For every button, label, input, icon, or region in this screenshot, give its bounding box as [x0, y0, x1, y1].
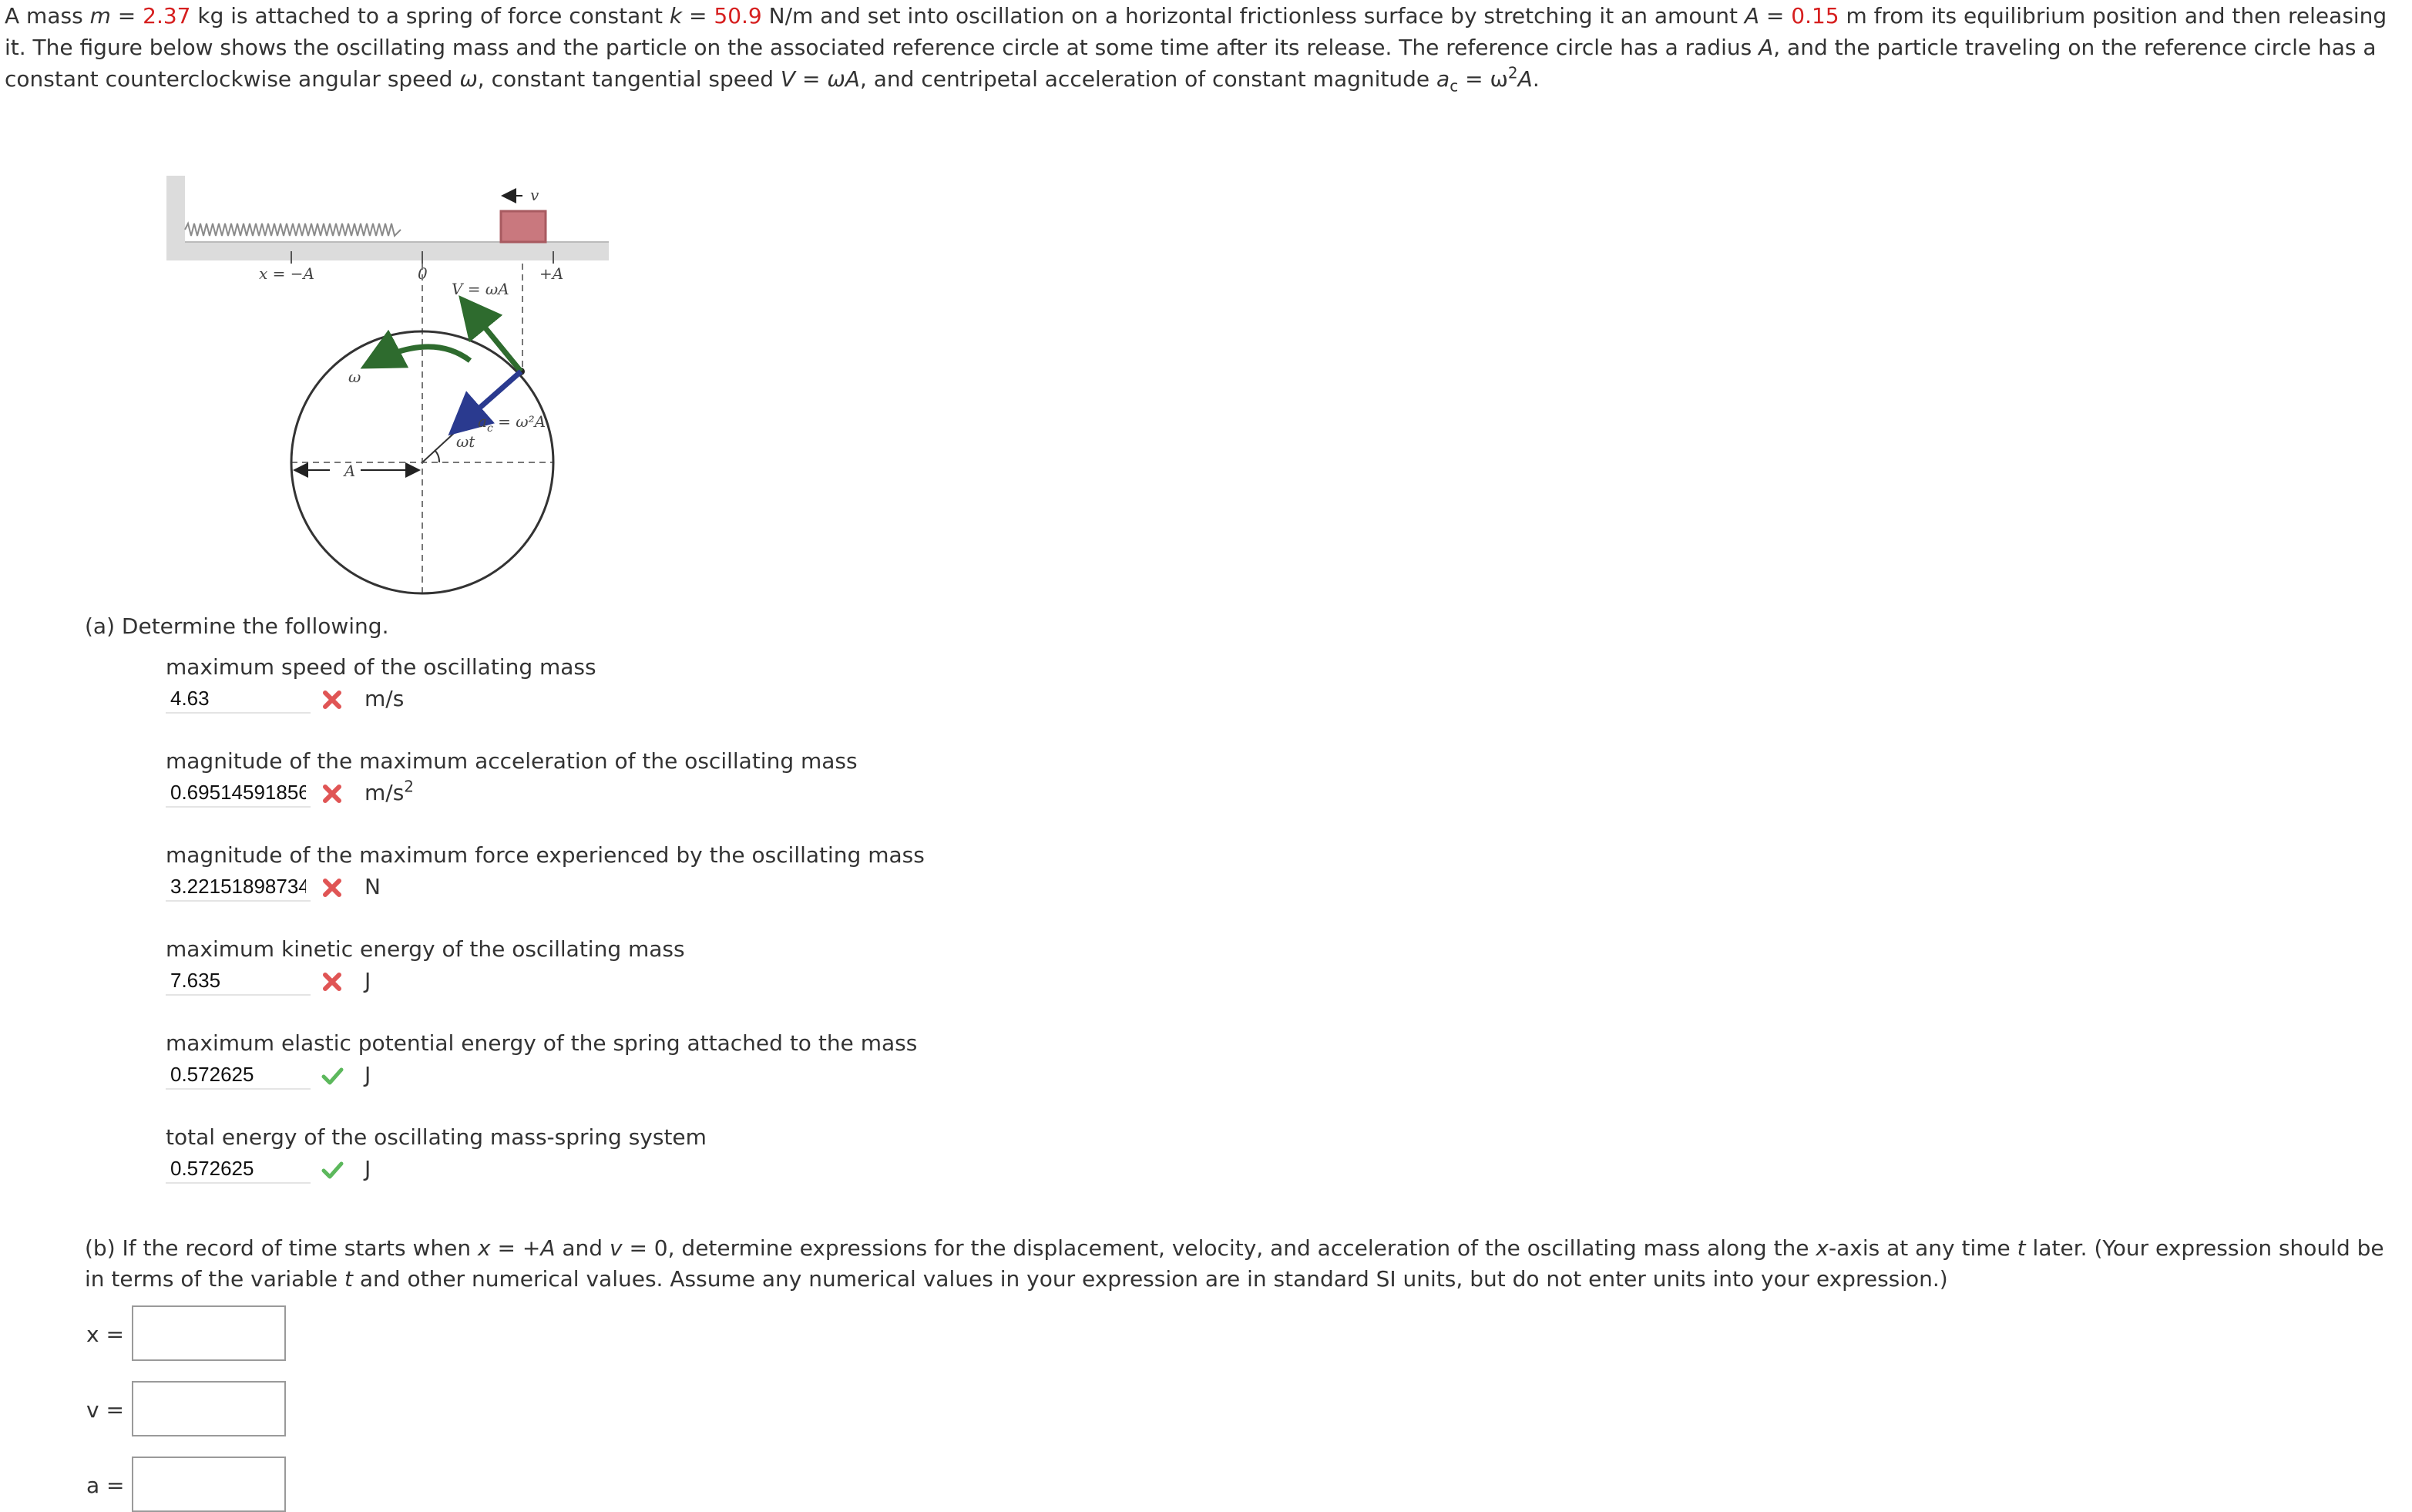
omega-label: ω: [348, 368, 361, 386]
answer-input[interactable]: [166, 966, 311, 996]
question-prompt: magnitude of the maximum force experienced by the oscillating mass: [166, 842, 925, 868]
plus-a-label: +A: [539, 264, 564, 283]
unit-label: J: [364, 968, 371, 993]
mass-block: [501, 211, 546, 242]
spring-constant-value: 50.9: [714, 3, 762, 29]
question-prompt: maximum kinetic energy of the oscillating mass: [166, 936, 685, 962]
question-prompt: total energy of the oscillating mass-spring system: [166, 1124, 707, 1150]
cross-icon: [320, 875, 344, 900]
answer-input[interactable]: [166, 684, 311, 714]
mass-value: 2.37: [143, 3, 191, 29]
centripetal-label: $a_c = \omega^2A$: [478, 412, 546, 435]
spring: [185, 223, 401, 236]
v-label: v: [530, 186, 539, 204]
amplitude-value: 0.15: [1791, 3, 1839, 29]
zero-label: 0: [418, 264, 428, 283]
question-prompt: maximum speed of the oscillating mass: [166, 654, 596, 680]
unit-label: $m/s^2$: [364, 777, 415, 805]
check-icon: [320, 1063, 344, 1088]
x-expression-input[interactable]: [132, 1305, 286, 1361]
a-expression-input[interactable]: [132, 1457, 286, 1512]
a-expression-label: a =: [86, 1473, 125, 1498]
cross-icon: [320, 687, 344, 712]
answer-input[interactable]: [166, 872, 311, 902]
unit-label: J: [364, 1062, 371, 1087]
part-a-label: (a) Determine the following.: [85, 613, 389, 639]
tangential-velocity-arrow: [465, 304, 521, 371]
floor: [166, 242, 609, 260]
tangential-speed-label: V = ωA: [452, 280, 509, 298]
v-expression-input[interactable]: [132, 1381, 286, 1436]
answer-input[interactable]: [166, 778, 311, 808]
angular-speed-arrow: [370, 347, 470, 364]
wall: [166, 176, 185, 253]
part-b-prompt: (b) If the record of time starts when x = +A and v = 0, determine expressions for the displacement, velocity, and acceleration of the oscillating mass along the x-axis at any time t later. (Your expression should be in terms of the variable t and other numerical values. Assume any numerical values in your expression are in standard SI units, but do not enter units into your expression.): [85, 1235, 2384, 1292]
x-minus-a-label: x = −A: [259, 264, 314, 283]
v-expression-label: v =: [86, 1397, 124, 1423]
reference-circle-figure: [154, 162, 632, 609]
angle-arc: [435, 450, 439, 462]
cross-icon: [320, 781, 344, 806]
check-icon: [320, 1158, 344, 1182]
unit-label: m/s: [364, 686, 405, 711]
x-expression-label: x =: [86, 1322, 124, 1347]
radius-a-label: A: [344, 462, 356, 480]
answer-input[interactable]: [166, 1060, 311, 1090]
problem-statement: A mass m = 2.37 kg is attached to a spring of force constant k = 50.9 N/m and set into oscillation on a horizontal frictionless surface by stretching it an amount A = 0.15 m from its equilibrium position and then releasing it. The figure below shows the oscillating mass and the particle on the associated reference circle at some time after its release. The reference circle has a radius A, and the particle traveling on the reference circle has a constant counterclockwise angular speed ω, constant tangential speed V = ωA, and centripetal acceleration of constant magnitude $a_c = \omega^2A$.: [5, 3, 2387, 96]
question-prompt: maximum elastic potential energy of the spring attached to the mass: [166, 1030, 918, 1056]
omega-t-label: ωt: [456, 432, 475, 451]
figure-svg: [154, 162, 632, 609]
unit-label: N: [364, 874, 381, 899]
answer-input[interactable]: [166, 1154, 311, 1184]
cross-icon: [320, 969, 344, 994]
unit-label: J: [364, 1156, 371, 1181]
question-prompt: magnitude of the maximum acceleration of the oscillating mass: [166, 748, 858, 774]
